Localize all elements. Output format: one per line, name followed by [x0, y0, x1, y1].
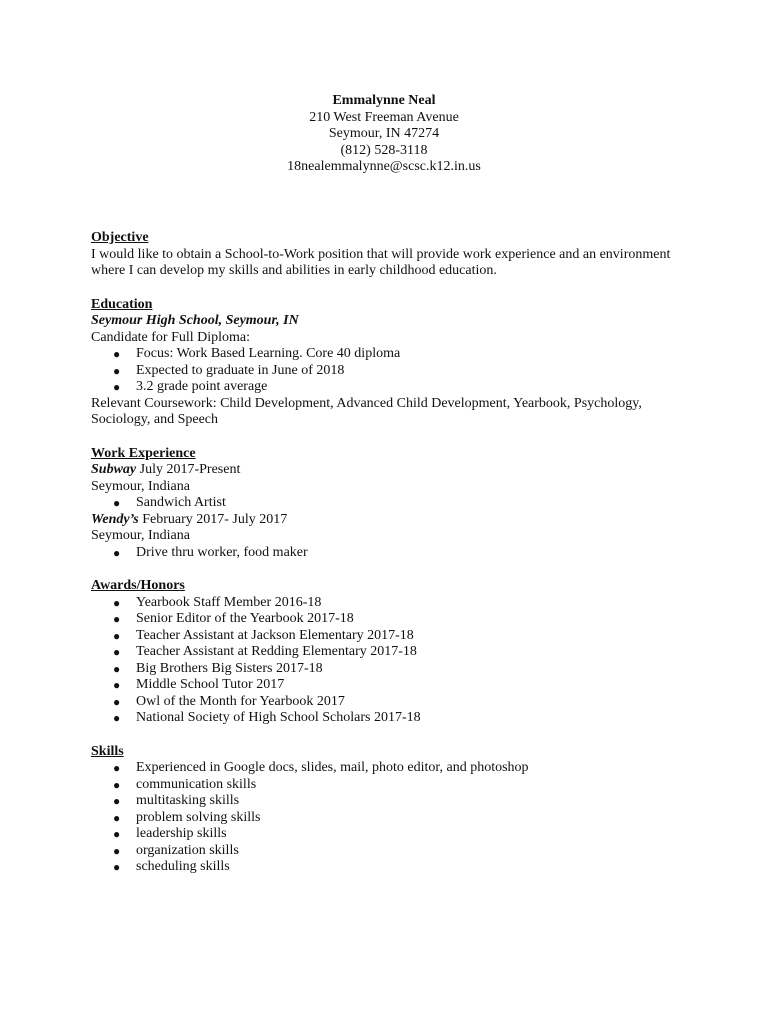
bullet-icon: ● — [113, 380, 121, 394]
phone-number: (812) 528-3118 — [340, 142, 428, 158]
job-duties — [91, 495, 691, 512]
list-item: ● Teacher Assistant at Redding Elementary 2017-18 — [113, 644, 417, 659]
coursework-line-1: Relevant Coursework: Child Development, Advanced Child Development, Yearbook, Psychology, — [91, 395, 642, 411]
job-location: Seymour, Indiana — [91, 478, 190, 494]
list-item: ● scheduling skills — [113, 859, 230, 874]
email-address: 18nealemmalynne@scsc.k12.in.us — [287, 159, 481, 174]
bullet-icon: ● — [113, 694, 121, 709]
work-experience-heading: Work Experience — [91, 445, 196, 461]
list-item: ● Teacher Assistant at Jackson Elementary 2017-18 — [113, 627, 414, 643]
objective-line-1: I would like to obtain a School-to-Work position that will provide work experience and an environment — [91, 246, 671, 262]
objective-line-2: where I can develop my skills and abilities in early childhood education. — [91, 263, 497, 278]
list-item: ● multitasking skills — [113, 793, 240, 808]
bullet-icon: ● — [113, 363, 121, 378]
list-item: ● 3.2 grade point average — [113, 379, 268, 394]
job-location: Seymour, Indiana — [91, 528, 190, 543]
awards-section — [91, 578, 691, 727]
bullet-icon: ● — [113, 678, 121, 692]
employer-name: Wendy’s — [91, 511, 139, 527]
coursework-line-2: Sociology, and Speech — [91, 412, 219, 427]
bullet-icon: ● — [113, 711, 121, 725]
job-dates: July 2017-Present — [136, 462, 241, 477]
bullet-icon: ● — [113, 843, 121, 858]
job-title-line — [91, 462, 691, 479]
school-name: Seymour High School, Seymour, IN — [91, 313, 299, 328]
bullet-icon: ● — [113, 860, 121, 874]
list-item: ● Focus: Work Based Learning. Core 40 diploma — [113, 346, 401, 361]
bullet-icon: ● — [113, 827, 121, 841]
list-item: ● communication skills — [113, 776, 257, 792]
list-item: ● Yearbook Staff Member 2016-18 — [113, 594, 322, 610]
list-item: ● Big Brothers Big Sisters 2017-18 — [113, 660, 323, 676]
skills-heading: Skills — [91, 743, 124, 759]
bullet-icon: ● — [113, 612, 121, 626]
bullet-icon: ● — [113, 661, 121, 676]
bullet-icon: ● — [113, 595, 121, 610]
education-list — [91, 346, 691, 396]
education-heading: Education — [91, 296, 153, 312]
bullet-icon: ● — [113, 496, 121, 510]
bullet-icon: ● — [113, 761, 121, 775]
list-item: ● Expected to graduate in June of 2018 — [113, 362, 345, 378]
bullet-icon: ● — [113, 347, 121, 361]
list-item: ● Experienced in Google docs, slides, mail, photo editor, and photoshop — [113, 760, 529, 775]
objective-section — [91, 230, 691, 280]
list-item: ● leadership skills — [113, 826, 227, 841]
list-item: ● Senior Editor of the Yearbook 2017-18 — [113, 611, 354, 626]
list-item: ● National Society of High School Scholars 2017-18 — [113, 710, 421, 725]
contact-header — [0, 93, 768, 176]
list-item: ● Sandwich Artist — [113, 495, 226, 510]
list-item: ● problem solving skills — [113, 809, 261, 825]
job-duties — [91, 545, 691, 562]
education-section — [91, 297, 691, 429]
list-item: ● Middle School Tutor 2017 — [113, 677, 285, 692]
bullet-icon: ● — [113, 794, 121, 808]
diploma-candidate: Candidate for Full Diploma: — [91, 329, 251, 345]
bullet-icon: ● — [113, 777, 121, 792]
job-dates: February 2017- July 2017 — [138, 511, 288, 527]
city-state-zip: Seymour, IN 47274 — [328, 126, 440, 141]
work-experience-section — [91, 446, 691, 562]
skills-list — [91, 760, 691, 876]
bullet-icon: ● — [113, 628, 121, 643]
employer-name: Subway — [91, 462, 137, 477]
job-title-line — [91, 512, 691, 529]
skills-section — [91, 744, 691, 876]
applicant-name: Emmalynne Neal — [332, 93, 436, 108]
list-item: ● Owl of the Month for Yearbook 2017 — [113, 693, 345, 709]
list-item: ● organization skills — [113, 842, 239, 858]
objective-heading: Objective — [91, 230, 149, 245]
bullet-icon: ● — [113, 545, 121, 560]
bullet-icon: ● — [113, 645, 121, 659]
resume-body — [91, 230, 691, 876]
bullet-icon: ● — [113, 810, 121, 825]
street-address: 210 West Freeman Avenue — [309, 109, 459, 125]
awards-list — [91, 595, 691, 727]
awards-heading: Awards/Honors — [91, 578, 185, 593]
list-item: ● Drive thru worker, food maker — [113, 544, 308, 560]
